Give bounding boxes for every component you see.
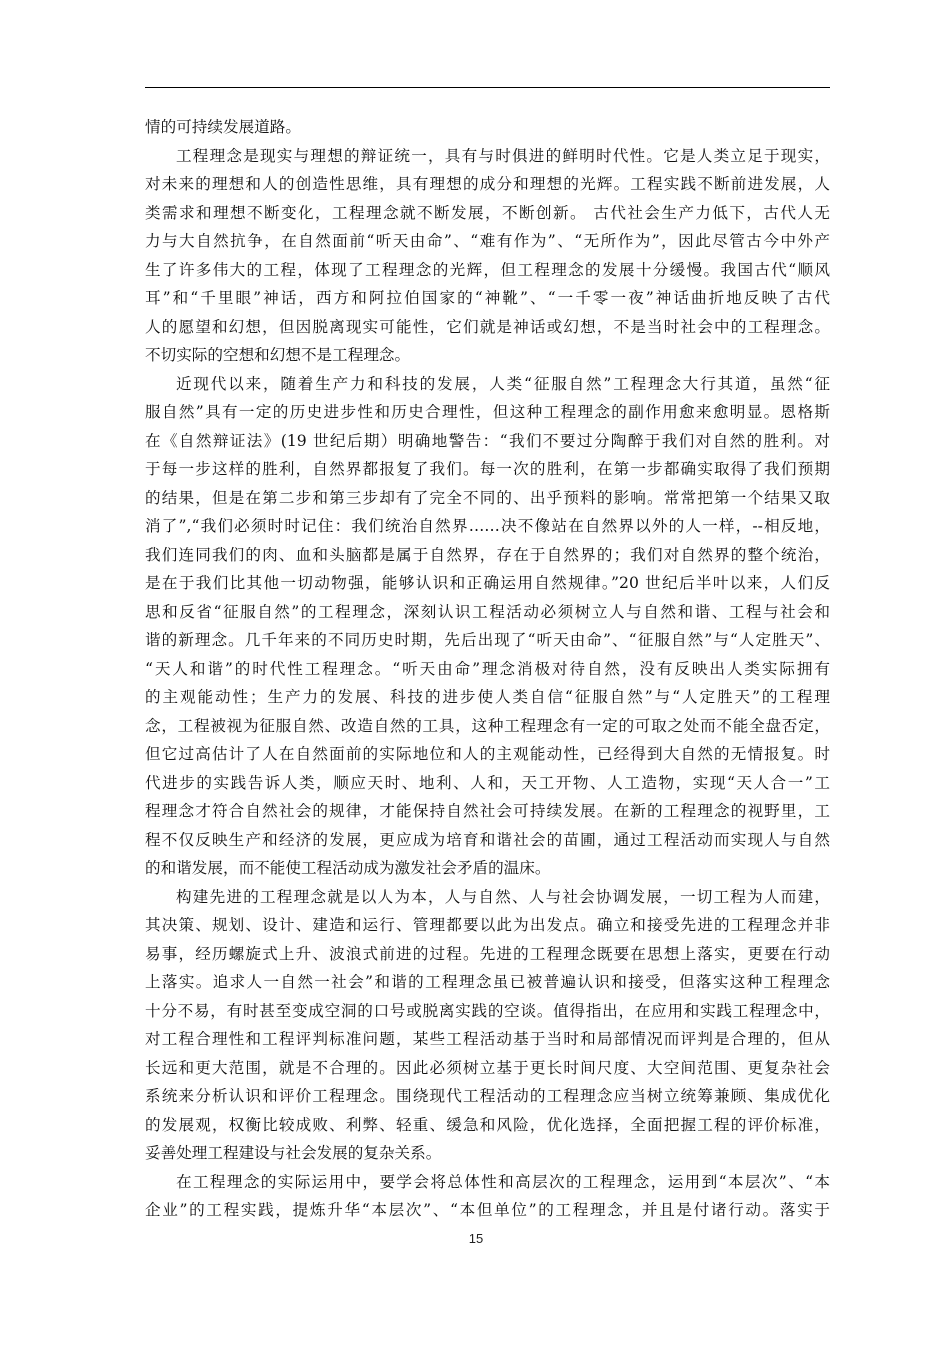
text-line: 企业”的工程实践，提炼升华“本层次”、“本但单位”的工程理念，并且是付诸行动。落实于 — [145, 1201, 830, 1219]
text-line: 类需求和理想不断变化，工程理念就不断发展，不断创新。 古代社会生产力低下，古代人无 — [145, 203, 830, 222]
text-line: 念，工程被视为征服自然、改造自然的工具，这种工程理念有一定的可取之处而不能全盘否定， — [145, 716, 830, 735]
text-line: 的主观能动性；生产力的发展、科技的进步使人类自信“征服自然”与“人定胜天”的工程理 — [145, 688, 830, 706]
body-text — [145, 113, 830, 1225]
text-line: 工程理念是现实与理想的辩证统一，具有与时俱进的鲜明时代性。它是人类立足于现实， — [176, 146, 830, 165]
text-line: 的和谐发展，而不能使工程活动成为激发社会矛盾的温床。 — [145, 859, 551, 877]
text-line: 的发展观，权衡比较成败、利弊、轻重、缓急和风险，优化选择，全面把握工程的评价标准， — [145, 1115, 830, 1134]
text-line: 妥善处理工程建设与社会发展的复杂关系。 — [145, 1144, 442, 1162]
text-line: 谐的新理念。几千年来的不同历史时期，先后出现了“听天由命”、“征服自然”与“人定胜天”、 — [145, 631, 830, 649]
text-line: 十分不易，有时甚至变成空洞的口号或脱离实践的空谈。值得指出，在应用和实践工程理念中， — [145, 1001, 830, 1020]
text-line: 在《自然辩证法》(19 世纪后期）明确地警告：“我们不要过分陶醉于我们对自然的胜利。对 — [145, 431, 830, 450]
header-rule — [145, 87, 830, 88]
text-line: 力与大自然抗争，在自然面前“听天由命”、“难有作为”、“无所作为”，因此尽管古今中外产 — [145, 232, 830, 250]
page-number: 15 — [468, 1231, 484, 1246]
text-line: 近现代以来，随着生产力和科技的发展，人类“征服自然”工程理念大行其道，虽然“征 — [176, 374, 830, 393]
text-line: 是在于我们比其他一切动物强，能够认识和正确运用自然规律。”20 世纪后半叶以来，人们反 — [145, 574, 830, 592]
text-line: 程不仅反映生产和经济的发展，更应成为培育和谐社会的苗圃，通过工程活动而实现人与自然 — [145, 830, 830, 849]
text-line: 长远和更大范围，就是不合理的。因此必须树立基于更长时间尺度、大空间范围、更复杂社会 — [145, 1058, 830, 1077]
text-line: 其决策、规划、设计、建造和运行、管理都要以此为出发点。确立和接受先进的工程理念并非 — [145, 916, 830, 934]
text-line: 消了”,“我们必须时时记住：我们统治自然界……决不像站在自然界以外的人一样，--相反地， — [145, 517, 830, 535]
text-line: 系统来分析认识和评价工程理念。围绕现代工程活动的工程理念应当树立统筹兼顾、集成优化 — [145, 1087, 830, 1105]
text-line: 人的愿望和幻想，但因脱离现实可能性，它们就是神话或幻想，不是当时社会中的工程理念。 — [145, 317, 830, 336]
text-line: 生了许多伟大的工程，体现了工程理念的光辉，但工程理念的发展十分缓慢。我国古代“顺风 — [145, 260, 830, 279]
text-line: 对未来的理想和人的创造性思维，具有理想的成分和理想的光辉。工程实践不断前进发展，人 — [145, 175, 830, 193]
text-line: 对工程合理性和工程评判标准问题，某些工程活动基于当时和局部情况而评判是合理的，但从 — [145, 1030, 830, 1048]
text-line: 但它过高估计了人在自然面前的实际地位和人的主观能动性，已经得到大自然的无情报复。时 — [145, 745, 830, 763]
text-line: 思和反省“征服自然”的工程理念，深刻认识工程活动必须树立人与自然和谐、工程与社会和 — [145, 602, 830, 621]
text-line: 耳”和“千里眼”神话，西方和阿拉伯国家的“神靴”、“一千零一夜”神话曲折地反映了古代 — [145, 289, 830, 307]
text-line: 程理念才符合自然社会的规律，才能保持自然社会可持续发展。在新的工程理念的视野里，工 — [145, 802, 830, 820]
text-line: 我们连同我们的肉、血和头脑都是属于自然界，存在于自然界的；我们对自然界的整个统治， — [145, 545, 830, 564]
text-line: 易事，经历螺旋式上升、波浪式前进的过程。先进的工程理念既要在思想上落实，更要在行动 — [145, 944, 830, 963]
text-line: 在工程理念的实际运用中，要学会将总体性和高层次的工程理念，运用到“本层次”、“本 — [176, 1172, 830, 1191]
text-line: 不切实际的空想和幻想不是工程理念。 — [145, 346, 411, 364]
text-line: 构建先进的工程理念就是以人为本，人与自然、人与社会协调发展，一切工程为人而建， — [176, 887, 830, 906]
text-line: 上落实。追求人一自然一社会”和谐的工程理念虽已被普遍认识和接受，但落实这种工程理念 — [145, 973, 830, 991]
text-line: 情的可持续发展道路。 — [145, 118, 301, 136]
text-line: 的结果，但是在第二步和第三步却有了完全不同的、出乎预料的影响。常常把第一个结果又取 — [145, 488, 830, 507]
text-line: 服自然”具有一定的历史进步性和历史合理性，但这种工程理念的副作用愈来愈明显。恩格斯 — [145, 403, 830, 421]
text-line: 于每一步这样的胜利，自然界都报复了我们。每一次的胜利，在第一步都确实取得了我们预期 — [145, 460, 830, 478]
text-line: “天人和谐”的时代性工程理念。“听天由命”理念消极对待自然，没有反映出人类实际拥有 — [145, 659, 830, 678]
text-line: 代进步的实践告诉人类，顺应天时、地利、人和，天工开物、人工造物，实现“天人合一”工 — [145, 773, 830, 792]
